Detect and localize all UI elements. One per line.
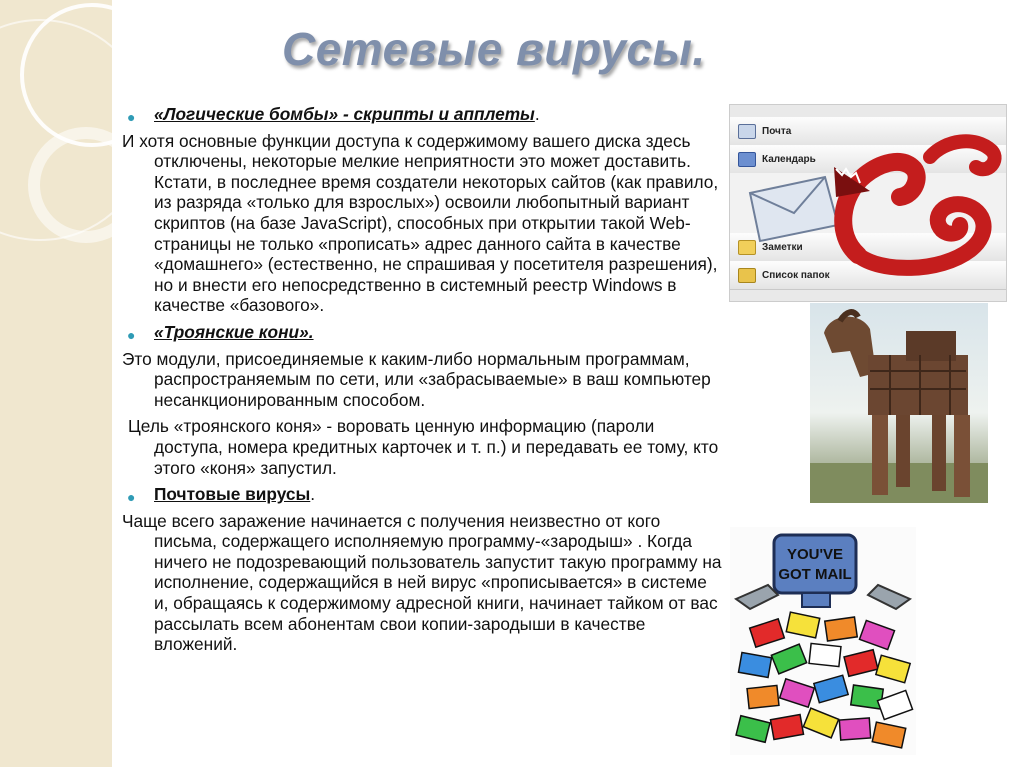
paragraph-trojans-1: Это модули, присоединяемые к каким-либо нормальным программам, распространяемым по сети, или «забрасываемые» в ваш компьютер несанкционированным способом. — [122, 348, 711, 410]
mail-menu-worm-image — [729, 104, 1007, 302]
menu-item-folders: Список папок — [762, 270, 830, 281]
slide-content — [122, 104, 722, 661]
decorative-circles — [0, 0, 112, 767]
bullet-suffix: . — [310, 484, 316, 505]
bullet-icon: ● — [127, 326, 136, 343]
bullet-suffix: . — [534, 104, 540, 124]
bullet-logic-bombs-label: «Логические бомбы» - скрипты и апплеты — [154, 104, 535, 124]
bullet-logic-bombs — [122, 104, 722, 125]
trojan-horse-image — [810, 303, 988, 503]
bullet-icon: ● — [127, 109, 136, 125]
slide-title: Сетевые вирусы. — [282, 23, 706, 75]
sign-line-1: YOU'VE — [786, 546, 844, 563]
got-mail-illustration — [730, 527, 916, 755]
bullet-icon: ● — [127, 489, 136, 506]
bullet-mail-viruses — [122, 484, 722, 505]
menu-item-calendar: Календарь — [762, 154, 816, 165]
bullet-mail-viruses-label: Почтовые вирусы — [154, 484, 311, 505]
bullet-trojans — [122, 322, 722, 343]
sign-line-2: GOT MAIL — [778, 566, 852, 583]
got-mail-image — [730, 527, 916, 755]
paragraph-mail-viruses: Чаще всего заражение начинается с получения неизвестно от кого письма, содержащего исполняемую программу-«зародыш» . Когда ничего не подозревающий пользователь запустит такую программу на исполнение, содержащийся в ней вирус «прописывается» в системе и, обращаясь к содержимому адресной книги, начинает тайком от вас рассылать всем абонентам свои копии-зародыши в качестве вложений. — [122, 510, 722, 655]
paragraph-trojans-2: Цель «троянского коня» - воровать ценную информацию (пароли доступа, номера кредитных карточек и т. п.) и передавать ее тому, кто этого «коня» запустил. — [128, 416, 719, 478]
worm-illustration — [730, 105, 1006, 301]
trojan-horse-illustration — [810, 303, 988, 503]
decorative-left-band — [0, 0, 112, 767]
menu-item-notes: Заметки — [762, 242, 803, 253]
bullet-trojans-label: «Троянские кони». — [154, 321, 314, 342]
menu-item-mail: Почта — [762, 126, 792, 137]
paragraph-logic-bombs: И хотя основные функции доступа к содержимому вашего диска здесь отключены, некоторые мелкие неприятности это может доставить. Кстати, в последнее время создатели некоторых сайтов (как правило, из разряда «только для взрослых») освоили любопытный вариант скриптов (на базе JavaScript), способных при открытии такой Web-страницы не только «прописать» адрес данного сайта в качестве «домашнего» (естественно, не спрашивая у посетителя разрешения), но и внести его непосредственно в системный реестр Windows в качестве «базового». — [122, 130, 719, 316]
